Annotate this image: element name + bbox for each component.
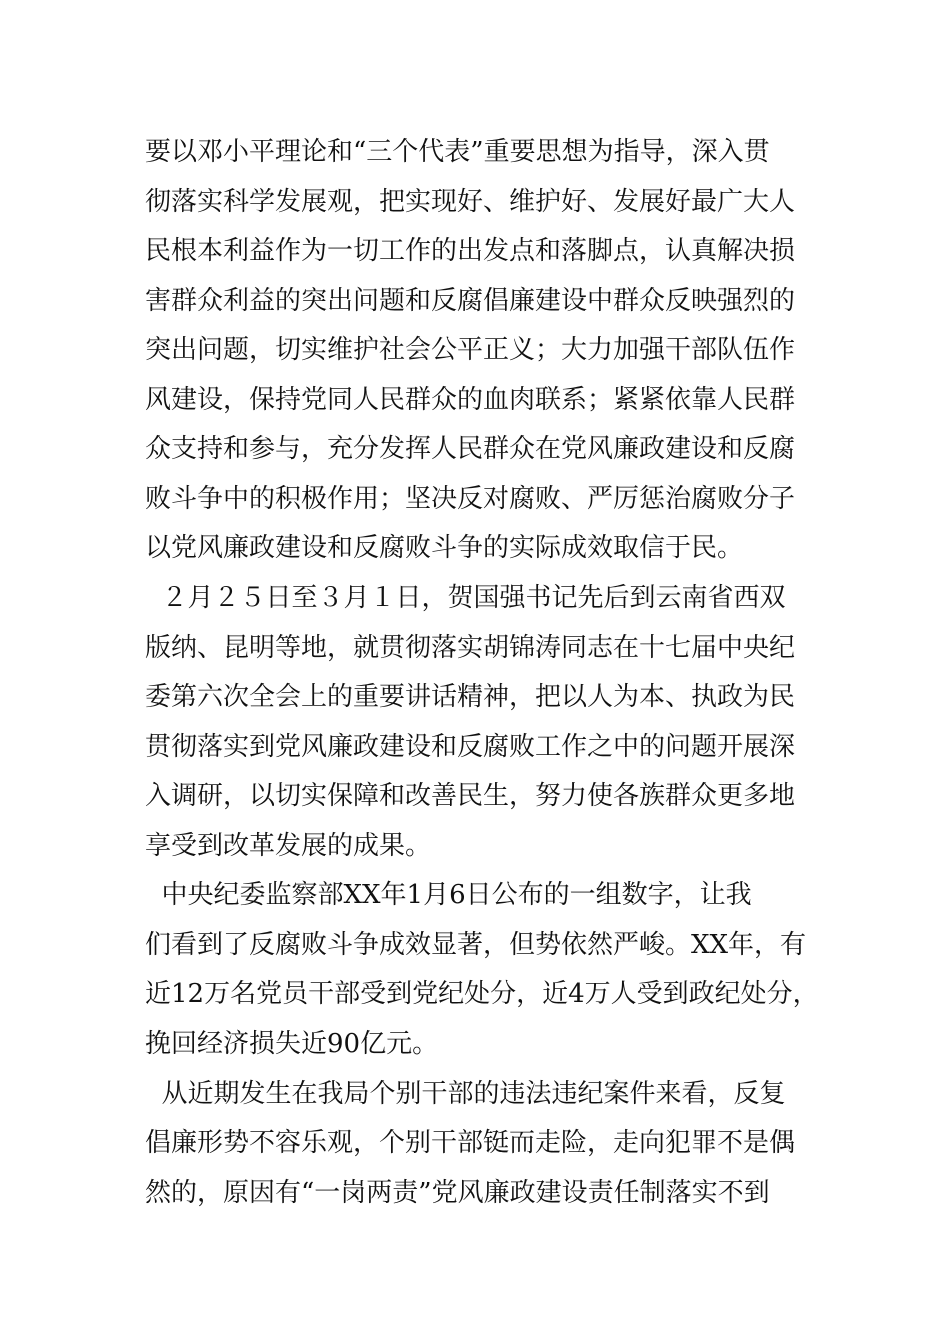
text-line: ２月２５日至３月１日，贺国强书记先后到云南省西双 [145, 583, 786, 613]
text-line: 入调研，以切实保障和改善民生，努力使各族群众更多地 [145, 781, 796, 811]
text-line: 贯彻落实到党风廉政建设和反腐败工作之中的问题开展深 [145, 732, 796, 762]
text-line: 以党风廉政建设和反腐败斗争的实际成效取信于民。 [145, 533, 744, 563]
text-line: 享受到改革发展的成果。 [145, 831, 432, 861]
text-line: 版纳、昆明等地，就贯彻落实胡锦涛同志在十七届中央纪 [145, 633, 796, 663]
text-line: 众支持和参与，充分发挥人民群众在党风廉政建设和反腐 [145, 434, 796, 464]
text-line: 委第六次全会上的重要讲话精神，把以人为本、执政为民 [145, 682, 796, 712]
text-line: 民根本利益作为一切工作的出发点和落脚点，认真解决损 [145, 236, 796, 266]
text-line: 倡廉形势不容乐观，个别干部铤而走险，走向犯罪不是偶 [145, 1128, 796, 1158]
text-line: 败斗争中的积极作用；坚决反对腐败、严厉惩治腐败分子 [145, 484, 796, 514]
text-line: 从近期发生在我局个别干部的违法违纪案件来看，反复 [145, 1079, 786, 1109]
text-line: 近12万名党员干部受到党纪处分，近4万人受到政纪处分， [145, 979, 819, 1009]
text-line: 挽回经济损失近90亿元。 [145, 1029, 439, 1059]
text-line: 们看到了反腐败斗争成效显著，但势依然严峻。XX年，有 [145, 930, 807, 960]
text-line: 风建设，保持党同人民群众的血肉联系；紧紧依靠人民群 [145, 385, 796, 415]
text-line: 然的，原因有“一岗两责”党风廉政建设责任制落实不到 [145, 1178, 770, 1208]
text-line: 要以邓小平理论和“三个代表”重要思想为指导，深入贯 [145, 137, 770, 167]
text-line: 彻落实科学发展观，把实现好、维护好、发展好最广大人 [145, 187, 796, 217]
text-line: 害群众利益的突出问题和反腐倡廉建设中群众反映强烈的 [145, 286, 796, 316]
text-line: 突出问题，切实维护社会公平正义；大力加强干部队伍作 [145, 335, 796, 365]
text-line: 中央纪委监察部XX年1月6日公布的一组数字，让我 [145, 880, 752, 910]
